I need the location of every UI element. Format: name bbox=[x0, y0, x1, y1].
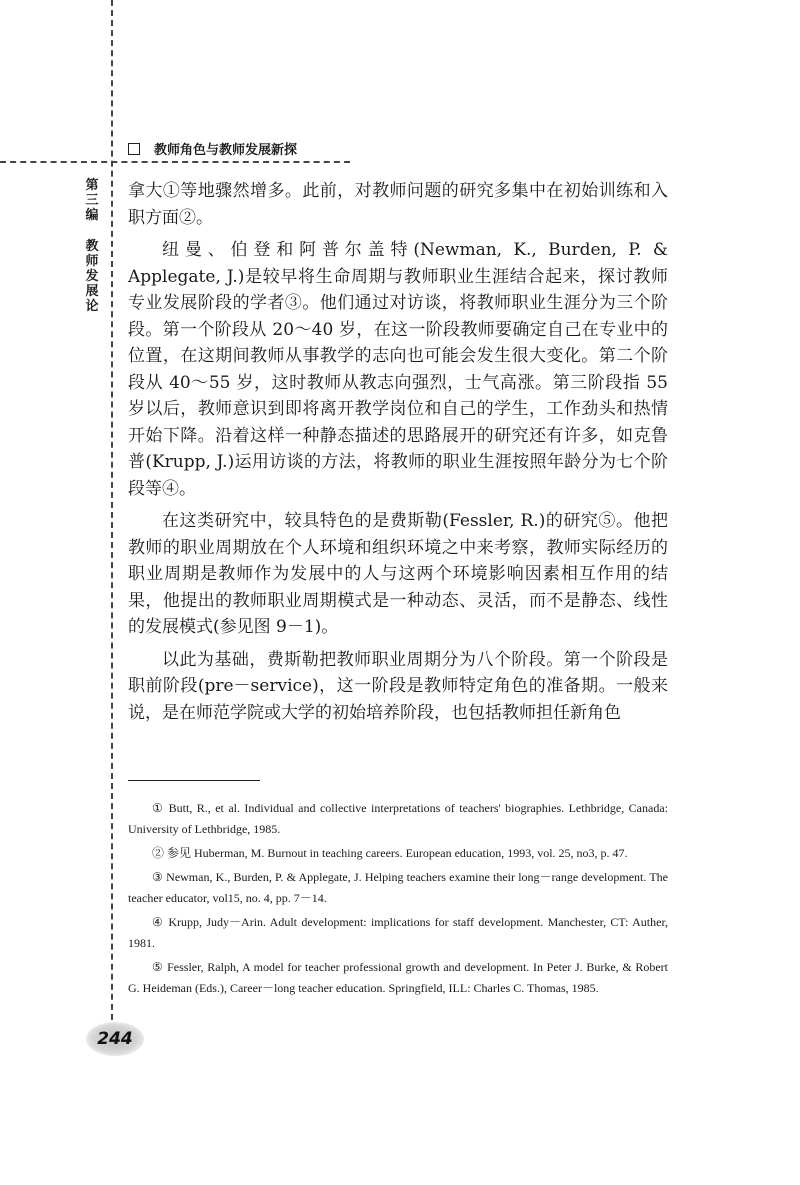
running-header-title: 教师角色与教师发展新探 bbox=[154, 143, 298, 158]
header-dashed-rule bbox=[0, 161, 350, 163]
vertical-dashed-rule bbox=[111, 0, 113, 1050]
paragraph: 在这类研究中，较具特色的是费斯勒(Fessler, R.)的研究⑤。他把教师的职业周期放在个人环境和组织环境之中来考察，教师实际经历的职业周期是教师作为发展中的人与这两个环境影响因素相互作用的结果，他提出的教师职业周期模式是一种动态、灵活，而不是静态、线性的发展模式(参见图 9－1)。 bbox=[128, 511, 668, 637]
square-icon bbox=[128, 143, 140, 155]
body-text bbox=[128, 178, 668, 732]
footnotes bbox=[128, 798, 668, 1002]
paragraph: 纽曼、伯登和阿普尔盖特(Newman, K., Burden, P. & Applegate, J.)是较早将生命周期与教师职业生涯结合起来，探讨教师专业发展阶段的学者③。他们通过对访谈，将教师职业生涯分为三个阶段。第一个阶段从 20～40 岁，在这一阶段教师要确定自己在专业中的位置，在这期间教师从事教学的志向也可能会发生很大变化。第二个阶段从 40～55 岁，这时教师从教志向强烈，士气高涨。第三阶段指 55 岁以后，教师意识到即将离开教学岗位和自己的学生，工作劲头和热情开始下降。沿着这样一种静态描述的思路展开的研究还有许多，如克鲁普(Krupp, J.)运用访谈的方法，将教师的职业生涯按照年龄分为七个阶段等④。 bbox=[128, 240, 668, 499]
section-title: 教师发展论 bbox=[85, 239, 99, 314]
section-sidebar bbox=[84, 178, 100, 314]
section-label: 第三编 bbox=[85, 178, 99, 223]
page-number-text: 244 bbox=[97, 1029, 133, 1049]
footnote: ⑤ Fessler, Ralph, A model for teacher professional growth and development. In Peter J. Burke, & Robert G. Heideman (Eds.), Career－long teacher education. Springfield, ILL: Charles C. Thomas, 1985. bbox=[128, 960, 668, 995]
paragraph: 以此为基础，费斯勒把教师职业周期分为八个阶段。第一个阶段是职前阶段(pre－service)，这一阶段是教师特定角色的准备期。一般来说，是在师范学院或大学的初始培养阶段，也包括教师担任新角色 bbox=[128, 649, 668, 723]
footnote: ③ Newman, K., Burden, P. & Applegate, J. Helping teachers examine their long－range development. The teacher educator, vol15, no. 4, pp. 7－14. bbox=[128, 870, 668, 905]
page-number bbox=[86, 1022, 144, 1056]
footnote: ① Butt, R., et al. Individual and collective interpretations of teachers' biographies. Lethbridge, Canada: University of Lethbridge, 1985. bbox=[128, 801, 668, 836]
paragraph: 拿大①等地骤然增多。此前，对教师问题的研究多集中在初始训练和入职方面②。 bbox=[128, 181, 668, 228]
running-header bbox=[128, 139, 297, 158]
footnote: ② 参见 Huberman, M. Burnout in teaching careers. European education, 1993, vol. 25, no3, p. 47. bbox=[152, 846, 628, 860]
footnote: ④ Krupp, Judy－Arin. Adult development: implications for staff development. Manchester, CT: Auther, 1981. bbox=[128, 915, 668, 950]
footnote-rule bbox=[128, 780, 260, 781]
